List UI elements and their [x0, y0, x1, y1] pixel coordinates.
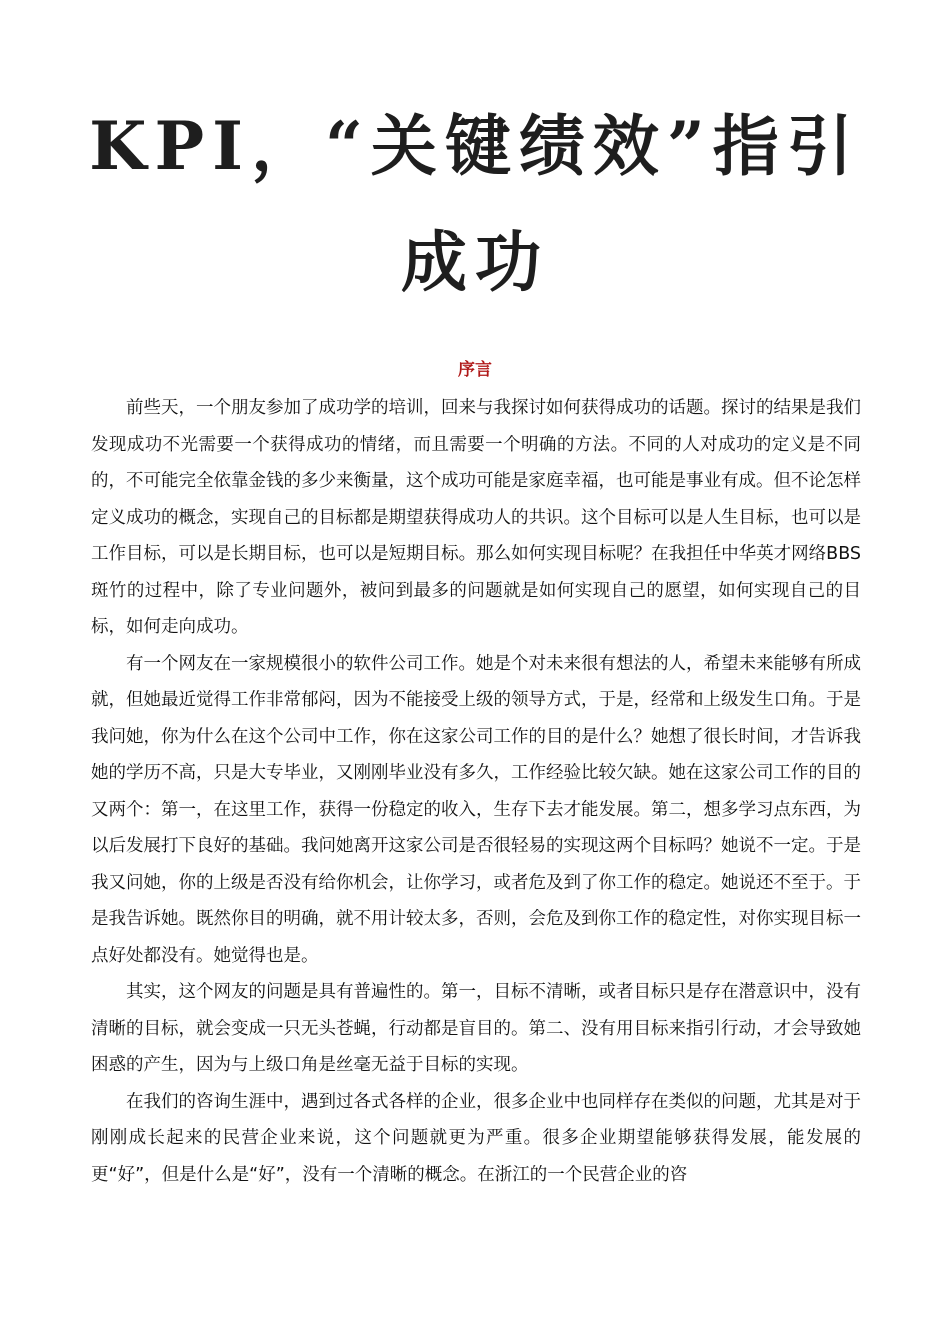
paragraph: 前些天，一个朋友参加了成功学的培训，回来与我探讨如何获得成功的话题。探讨的结果是我们发现成功不光需要一个获得成功的情绪，而且需要一个明确的方法。不同的人对成功的定义是不同的，不可能完全依靠金钱的多少来衡量，这个成功可能是家庭幸福，也可能是事业有成。但不论怎样定义成功的概念，实现自己的目标都是期望获得成功人的共识。这个目标可以是人生目标，也可以是工作目标，可以是长期目标，也可以是短期目标。那么如何实现目标呢？在我担任中华英才网络BBS斑竹的过程中，除了专业问题外，被问到最多的问题就是如何实现自己的愿望，如何实现自己的目标，如何走向成功。: [91, 398, 861, 637]
paragraph: 有一个网友在一家规模很小的软件公司工作。她是个对未来很有想法的人，希望未来能够有所成就，但她最近觉得工作非常郁闷，因为不能接受上级的领导方式，于是，经常和上级发生口角。于是我问她，你为什么在这个公司中工作，你在这家公司工作的目的是什么？她想了很长时间，才告诉我她的学历不高，只是大专毕业，又刚刚毕业没有多久，工作经验比较欠缺。她在这家公司工作的目的又两个：第一，在这里工作，获得一份稳定的收入，生存下去才能发展。第二，想多学习点东西，为以后发展打下良好的基础。我问她离开这家公司是否很轻易的实现这两个目标吗？她说不一定。于是我又问她，你的上级是否没有给你机会，让你学习，或者危及到了你工作的稳定。她说还不至于。于是我告诉她。既然你目的明确，就不用计较太多，否则，会危及到你工作的稳定性，对你实现目标一点好处都没有。她觉得也是。: [91, 653, 861, 966]
section-heading: 序言: [458, 360, 492, 380]
document-body: [91, 390, 861, 1193]
paragraph: 其实，这个网友的问题是具有普遍性的。第一，目标不清晰，或者目标只是存在潜意识中，没有清晰的目标，就会变成一只无头苍蝇，行动都是盲目的。第二、没有用目标来指引行动，才会导致她困惑的产生，因为与上级口角是丝毫无益于目标的实现。: [91, 982, 861, 1075]
document-title: KPI，“关键绩效”指引成功: [89, 107, 861, 301]
paragraph: 在我们的咨询生涯中，遇到过各式各样的企业，很多企业中也同样存在类似的问题，尤其是对于刚刚成长起来的民营企业来说，这个问题就更为严重。很多企业期望能够获得发展，能发展的更“好”，但是什么是“好”，没有一个清晰的概念。在浙江的一个民营企业的咨: [91, 1091, 861, 1185]
